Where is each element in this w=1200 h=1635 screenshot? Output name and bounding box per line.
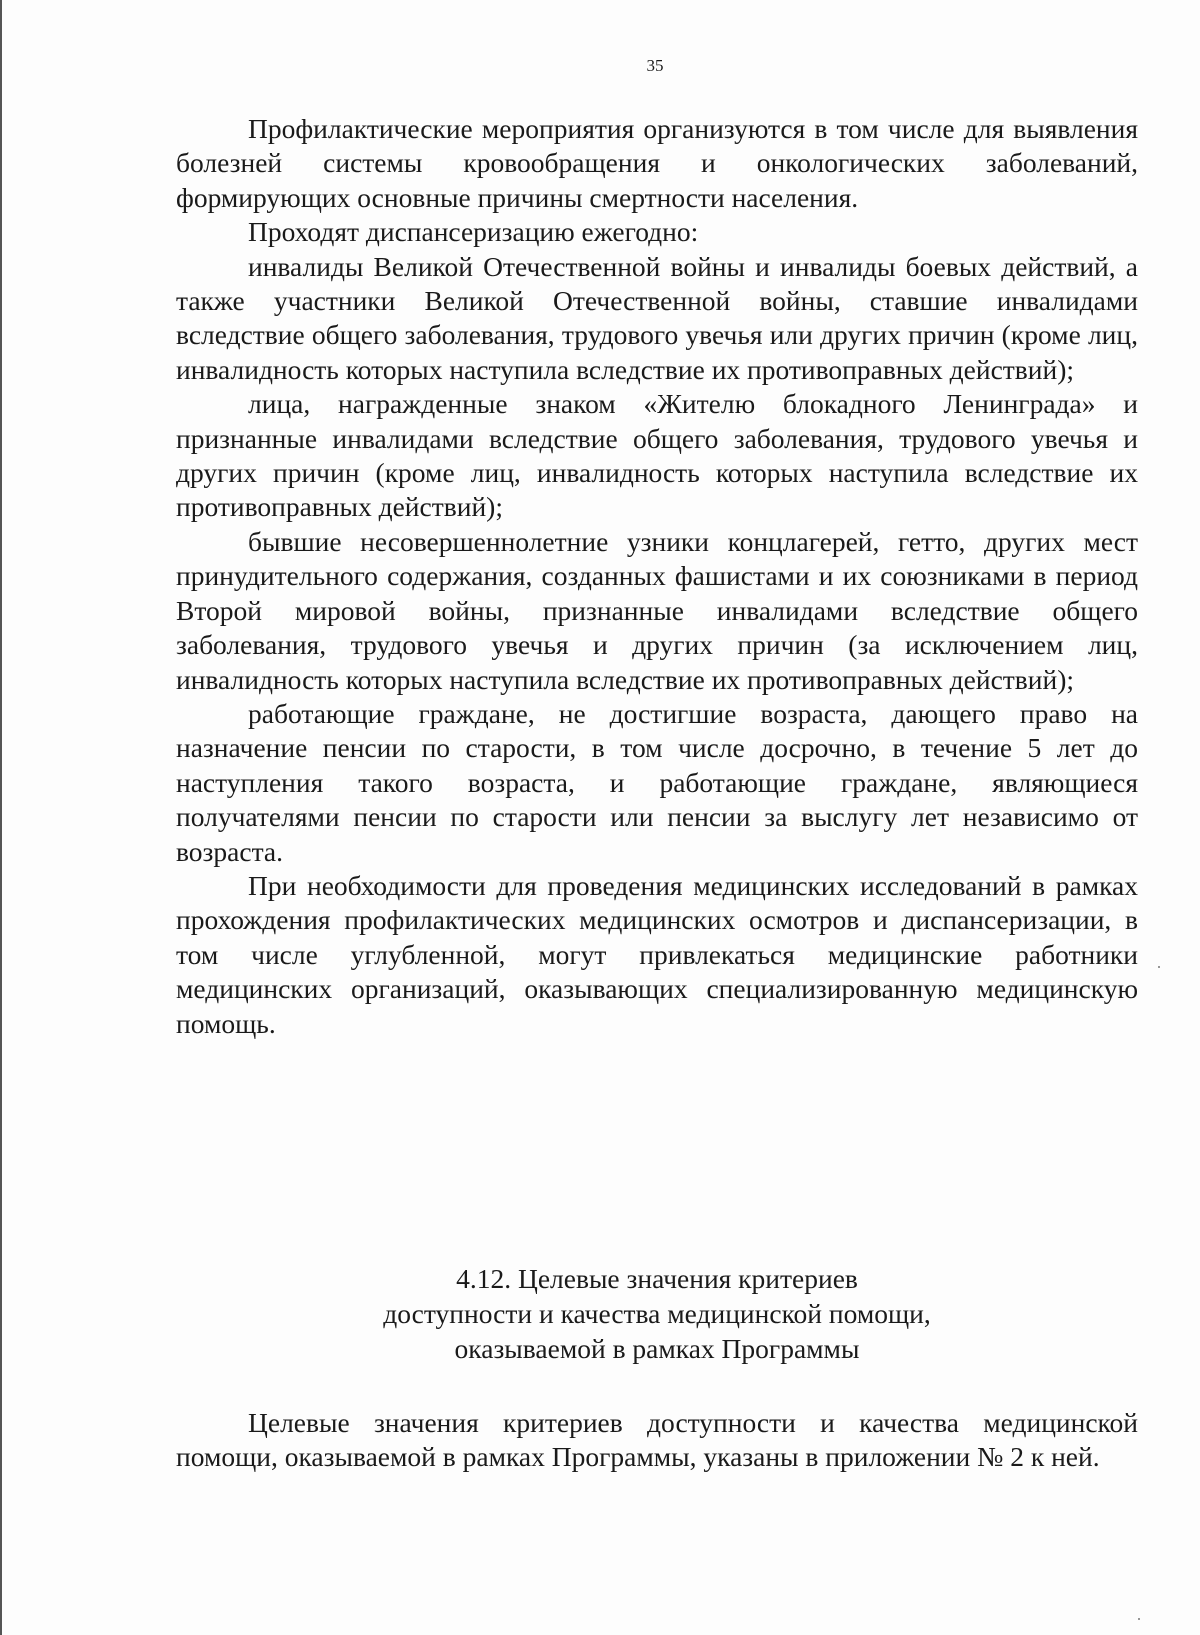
scan-left-edge xyxy=(0,0,2,1635)
page-number: 35 xyxy=(646,56,664,75)
paragraph-leningrad-siege: лица, награжденные знаком «Жителю блокадного Ленинграда» и признанные инвалидами вследствие общего заболевания, трудового увечья и других причин (кроме лиц, инвалидность которых наступила вследствие их противоправных действий); xyxy=(176,388,1138,523)
scan-speck xyxy=(1158,966,1160,968)
paragraph-working-citizens: работающие граждане, не достигшие возраста, дающего право на назначение пенсии по старости, в том числе досрочно, в течение 5 лет до наступления такого возраста, и работающие граждане, являющиеся получателями пенсии по старости или пенсии за выслугу лет независимо от возраста. xyxy=(176,697,1138,867)
body-text xyxy=(176,112,1138,1041)
section-heading-line-1: 4.12. Целевые значения критериев xyxy=(456,1263,858,1294)
scan-speck xyxy=(1138,1618,1140,1620)
section-heading xyxy=(176,1261,1138,1366)
paragraph-prevention-measures: Профилактические мероприятия организуются в том числе для выявления болезней системы кровообращения и онкологических заболеваний, формирующих основные причины смертности населения. xyxy=(176,113,1138,213)
section-heading-line-2: доступности и качества медицинской помощи, xyxy=(383,1298,931,1329)
paragraph-medical-workers: При необходимости для проведения медицинских исследований в рамках прохождения профилактических медицинских осмотров и диспансеризации, в том числе углубленной, могут привлекаться медицинские работники медицинских организаций, оказывающих специализированную медицинскую помощь. xyxy=(176,869,1138,1039)
paragraph-former-prisoners: бывшие несовершеннолетние узники концлагерей, гетто, других мест принудительного содержания, созданных фашистами и их союзниками в период Второй мировой войны, признанные инвалидами вследствие общего заболевания, трудового увечья и других причин (за исключением лиц, инвалидность которых наступила вследствие их противоправных действий); xyxy=(176,525,1138,695)
section-heading-line-3: оказываемой в рамках Программы xyxy=(454,1333,860,1364)
paragraph-annual-screening: Проходят диспансеризацию ежегодно: xyxy=(248,216,699,248)
final-text xyxy=(176,1406,1138,1475)
paragraph-war-invalids: инвалиды Великой Отечественной войны и инвалиды боевых действий, а также участники Великой Отечественной войны, ставшие инвалидами вследствие общего заболевания, трудового увечья или других причин (кроме лиц, инвалидность которых наступила вследствие их противоправных действий); xyxy=(176,250,1138,385)
paragraph-target-values: Целевые значения критериев доступности и качества медицинской помощи, оказываемой в рамках Программы, указаны в приложении № 2 к ней. xyxy=(176,1407,1138,1473)
